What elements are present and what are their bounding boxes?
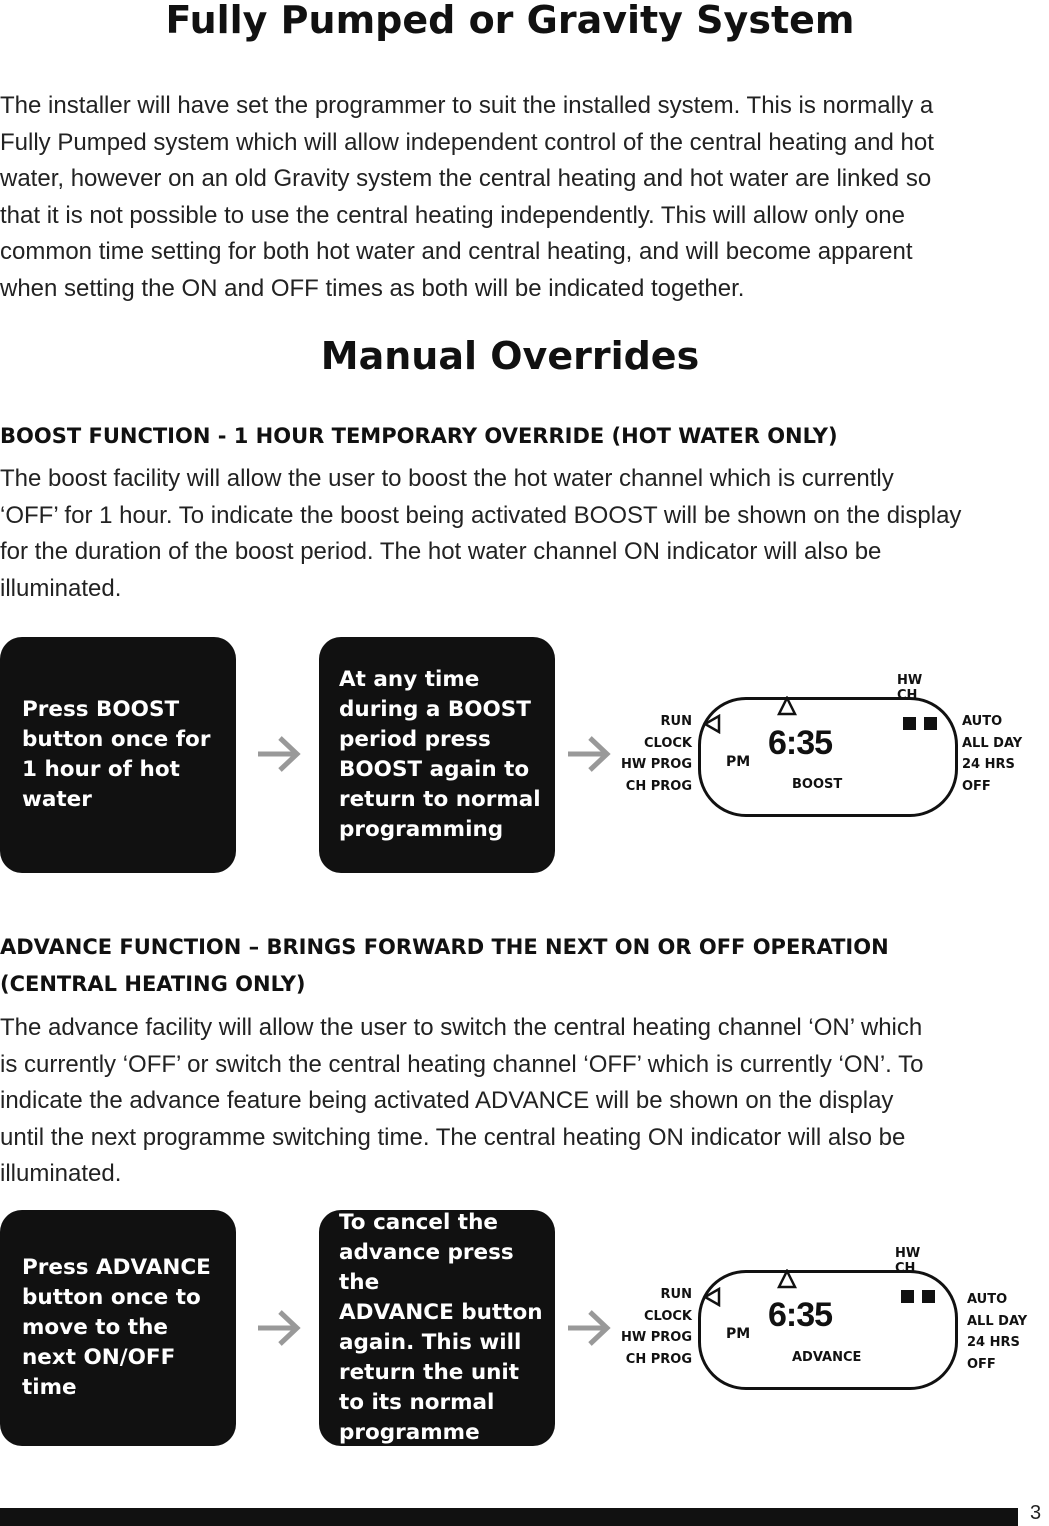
heading-line: ADVANCE FUNCTION – BRINGS FORWARD THE NEXT ON OR OFF OPERATION [0,935,889,959]
mode-label: CLOCK [643,735,692,751]
text-line: indicate the advance feature being activated ADVANCE will be shown on the display [0,1087,894,1114]
step-text-line: next ON/OFF [22,1345,176,1370]
mode-label: RUN [660,714,692,729]
mode-label: RUN [660,1287,692,1302]
step-text-line: ADVANCE button [339,1300,543,1325]
mode-label: AUTO [962,714,1003,729]
channel-labels: HW CH [895,1246,921,1276]
mode-label: OFF [962,778,991,794]
heading-line: (CENTRAL HEATING ONLY) [0,972,306,996]
mode-label: OFF [967,1356,996,1372]
mode-label: CH PROG [625,1351,692,1367]
text-line: Fully Pumped system which will allow independent control of the central heating and hot [0,128,934,156]
mode-labels-left [600,711,692,797]
text-line: illuminated. [0,1160,122,1187]
mode-label: HW PROG [620,1330,692,1345]
mode-labels-right [967,1289,1045,1375]
step-text-line: 1 hour of hot [22,757,180,782]
pointer-left-icon [703,1287,721,1307]
mode-label: 24 HRS [962,757,1015,772]
mode-label: ALL DAY [962,735,1023,751]
lcd-time: 6:35 [768,724,833,762]
step-text-line: return the unit [339,1360,520,1385]
text-line: The boost facility will allow the user to boost the hot water channel which is currently [0,465,894,492]
lcd-time: 6:35 [768,1296,833,1334]
text-line: that it is not possible to use the central heating independently. This will allow only one [0,201,905,229]
step-text-line: again. This will [339,1330,522,1355]
pointer-up-icon [777,1269,797,1289]
step-text-line: return to normal [339,787,541,812]
boost-step-2-box [319,637,555,873]
arrow-right-icon [256,734,302,774]
mode-label: HW PROG [620,757,692,772]
arrow-right-icon [256,1308,302,1348]
text-line: common time setting for both hot water and central heating, and will become apparent [0,238,913,265]
step-text-line: to its normal [339,1390,495,1415]
boost-heading: BOOST FUNCTION - 1 HOUR TEMPORARY OVERRIDE (HOT WATER ONLY) [0,424,838,448]
text-line: illuminated. [0,574,122,602]
step-text-line: button once for [22,727,211,752]
page-title: Fully Pumped or Gravity System [165,0,855,42]
advance-step-2-box [319,1210,555,1446]
mode-label: CLOCK [643,1308,692,1324]
hw-indicator [901,1290,914,1303]
boost-description [0,461,1020,607]
page-number: 3 [1030,1502,1042,1524]
text-line: water, however on an old Gravity system the central heating and hot water are linked so [0,165,932,192]
step-text-line: Press BOOST [22,697,180,722]
step-text-line: during a BOOST [339,697,531,722]
boost-step-1-box [0,637,236,873]
step-text-line: To cancel the [339,1210,498,1235]
mode-label: 24 HRS [967,1335,1020,1350]
step-text-line: button once to [22,1285,201,1310]
system-description [0,88,1020,307]
step-text-line: programming [339,817,504,842]
step-text-line: BOOST again to [339,757,530,782]
channel-labels: HW CH [897,673,923,703]
advance-step-1-box [0,1210,236,1446]
text-line: The advance facility will allow the user to switch the central heating channel ‘ON’ which [0,1014,923,1041]
hw-indicator [903,717,916,730]
step-text-line: advance press the [339,1240,514,1295]
text-line: for the duration of the boost period. The hot water channel ON indicator will also be [0,538,882,565]
lcd-mode: ADVANCE [792,1350,862,1365]
step-text-line: move to the [22,1315,168,1340]
step-text-line: At any time [339,667,480,692]
mode-labels-right [962,711,1042,797]
text-line: The installer will have set the programmer to suit the installed system. This is normally a [0,92,934,119]
advance-description [0,1010,1020,1193]
section-title: Manual Overrides [320,334,700,378]
step-text-line: time [22,1375,77,1400]
lcd-ampm: PM [726,1326,751,1342]
lcd-mode: BOOST [792,777,843,792]
step-text-line: programme [339,1420,480,1445]
step-text-line: Press ADVANCE [22,1255,211,1280]
text-line: until the next programme switching time. The central heating ON indicator will also be [0,1123,906,1151]
text-line: ‘OFF’ for 1 hour. To indicate the boost being activated BOOST will be shown on the display [0,501,962,529]
pointer-up-icon [777,696,797,716]
mode-label: ALL DAY [967,1313,1028,1329]
pointer-left-icon [703,714,721,734]
text-line: is currently ‘OFF’ or switch the central heating channel ‘OFF’ which is currently ‘ON’. To [0,1050,924,1078]
ch-indicator [924,717,937,730]
mode-label: AUTO [967,1292,1008,1307]
footer-bar [0,1508,1018,1526]
advance-heading [0,929,1020,1003]
step-text-line: period press [339,727,491,752]
mode-labels-left [600,1284,692,1370]
mode-label: CH PROG [625,778,692,794]
step-text-line: water [22,787,92,812]
lcd-ampm: PM [726,754,751,770]
ch-indicator [922,1290,935,1303]
text-line: when setting the ON and OFF times as both will be indicated together. [0,274,745,302]
